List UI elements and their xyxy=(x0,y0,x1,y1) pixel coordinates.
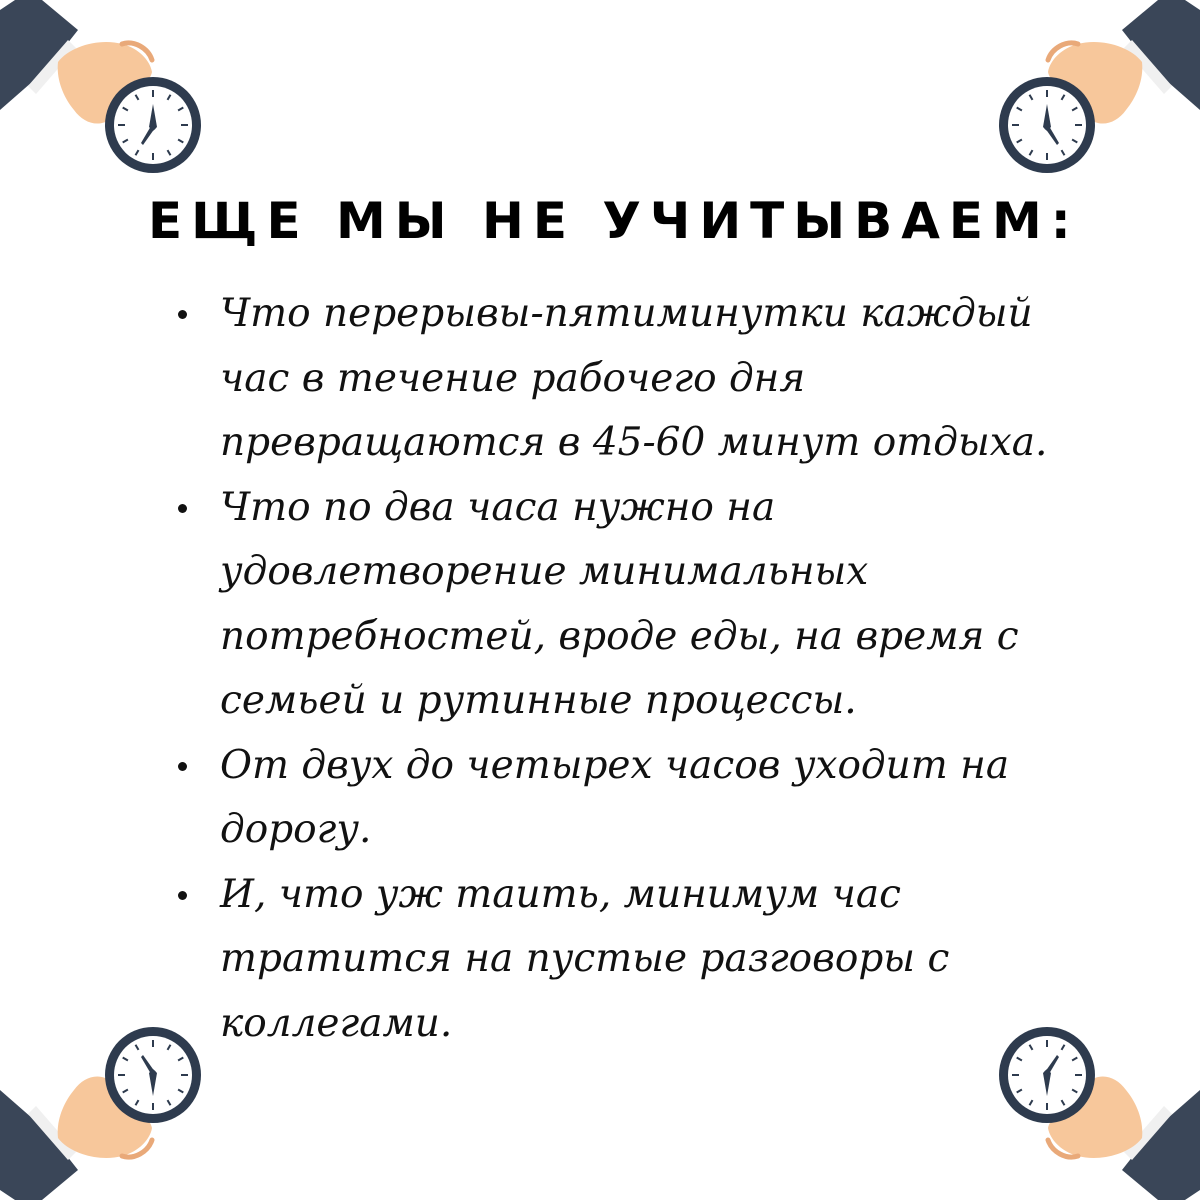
bullet-list xyxy=(174,282,1104,1056)
bullet-icon xyxy=(178,762,187,771)
list-item-text: От двух до четырех часов уходит на дорогу. xyxy=(220,742,1010,852)
list-item-text: Что по два часа нужно на удовлетворение минимальных потребностей, вроде еды, на время с семьей и рутинные процессы. xyxy=(220,484,1019,723)
bullet-icon xyxy=(178,504,187,513)
list-item xyxy=(174,476,1104,734)
list-item xyxy=(174,863,1104,1057)
page-title: ЕЩЕ МЫ НЕ УЧИТЫВАЕМ: xyxy=(148,192,1080,250)
list-item-text: И, что уж таить, минимум час тратится на пустые разговоры с коллегами. xyxy=(220,871,950,1046)
bullet-icon xyxy=(178,891,187,900)
list-item-text: Что перерывы-пятиминутки каждый час в течение рабочего дня превращаются в 45-60 минут отдыха. xyxy=(220,291,1048,465)
list-item xyxy=(174,282,1104,476)
bullet-icon xyxy=(178,310,187,319)
list-item xyxy=(174,734,1104,863)
